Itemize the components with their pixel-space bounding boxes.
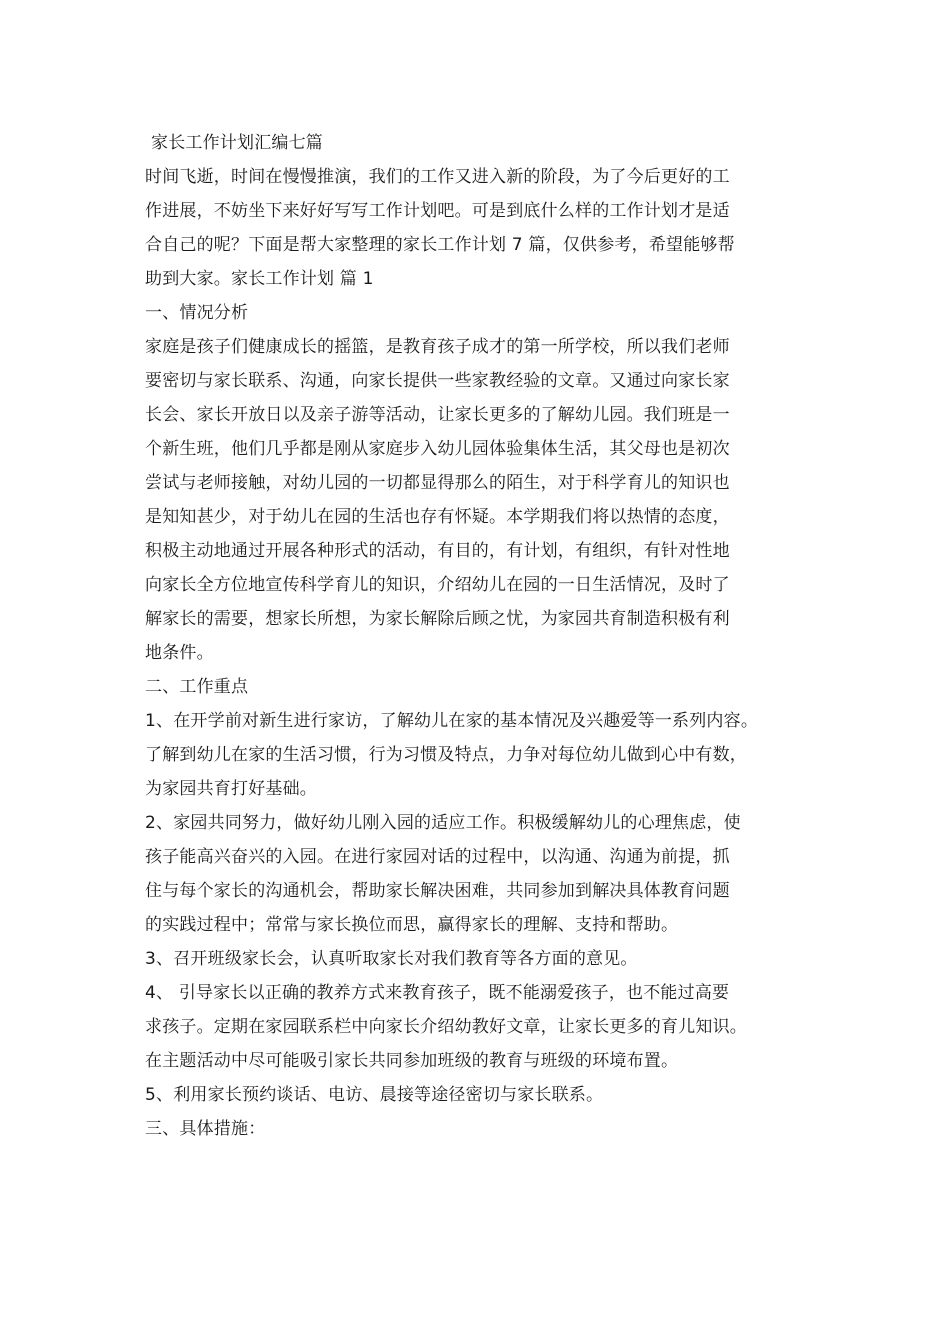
body-line: 解家长的需要，想家长所想，为家长解除后顾之忧，为家园共育制造积极有利 [145,609,730,629]
section-heading: 一、情况分析 [145,303,249,323]
body-line: 为家园共育打好基础。 [145,779,317,799]
body-line: 合自己的呢？下面是帮大家整理的家长工作计划 7 篇，仅供参考，希望能够帮 [145,235,735,255]
document-body [145,126,835,1146]
body-line: 时间飞逝，时间在慢慢推演，我们的工作又进入新的阶段，为了今后更好的工 [145,167,730,187]
body-line: 住与每个家长的沟通机会，帮助家长解决困难，共同参加到解决具体教育问题 [145,881,730,901]
body-line: 4、 引导家长以正确的教养方式来教育孩子，既不能溺爱孩子，也不能过高要 [145,983,730,1003]
body-line: 2、家园共同努力，做好幼儿刚入园的适应工作。积极缓解幼儿的心理焦虑，使 [145,813,741,833]
body-line: 积极主动地通过开展各种形式的活动，有目的，有计划，有组织，有针对性地 [145,541,730,561]
body-line: 孩子能高兴奋兴的入园。在进行家园对话的过程中，以沟通、沟通为前提，抓 [145,847,730,867]
body-line: 的实践过程中；常常与家长换位而思，赢得家长的理解、支持和帮助。 [145,915,679,935]
body-line: 个新生班，他们几乎都是刚从家庭步入幼儿园体验集体生活，其父母也是初次 [145,439,730,459]
body-line: 1、在开学前对新生进行家访，了解幼儿在家的基本情况及兴趣爱等一系列内容。 [145,711,759,731]
body-line: 是知知甚少，对于幼儿在园的生活也存有怀疑。本学期我们将以热情的态度， [145,507,730,527]
body-line: 尝试与老师接触，对幼儿园的一切都显得那么的陌生，对于科学育儿的知识也 [145,473,730,493]
body-line: 助到大家。家长工作计划 篇 1 [145,269,374,289]
section-heading: 二、工作重点 [145,677,249,697]
body-line: 家庭是孩子们健康成长的摇篮，是教育孩子成才的第一所学校，所以我们老师 [145,337,730,357]
body-line: 了解到幼儿在家的生活习惯，行为习惯及特点，力争对每位幼儿做到心中有数， [145,745,747,765]
body-line: 长会、家长开放日以及亲子游等活动，让家长更多的了解幼儿园。我们班是一 [145,405,730,425]
body-line: 要密切与家长联系、沟通，向家长提供一些家教经验的文章。又通过向家长家 [145,371,730,391]
body-line: 求孩子。定期在家园联系栏中向家长介绍幼教好文章，让家长更多的育儿知识。 [145,1017,747,1037]
body-line: 在主题活动中尽可能吸引家长共同参加班级的教育与班级的环境布置。 [145,1051,679,1071]
body-line: 向家长全方位地宣传科学育儿的知识，介绍幼儿在园的一日生活情况，及时了 [145,575,730,595]
body-line: 3、召开班级家长会，认真听取家长对我们教育等各方面的意见。 [145,949,638,969]
body-line: 5、利用家长预约谈话、电访、晨接等途径密切与家长联系。 [145,1085,604,1105]
body-line: 作进展，不妨坐下来好好写写工作计划吧。可是到底什么样的工作计划才是适 [145,201,730,221]
document-title: 家长工作计划汇编七篇 [151,133,323,153]
body-line: 地条件。 [145,643,214,663]
section-heading: 三、具体措施： [145,1119,266,1139]
